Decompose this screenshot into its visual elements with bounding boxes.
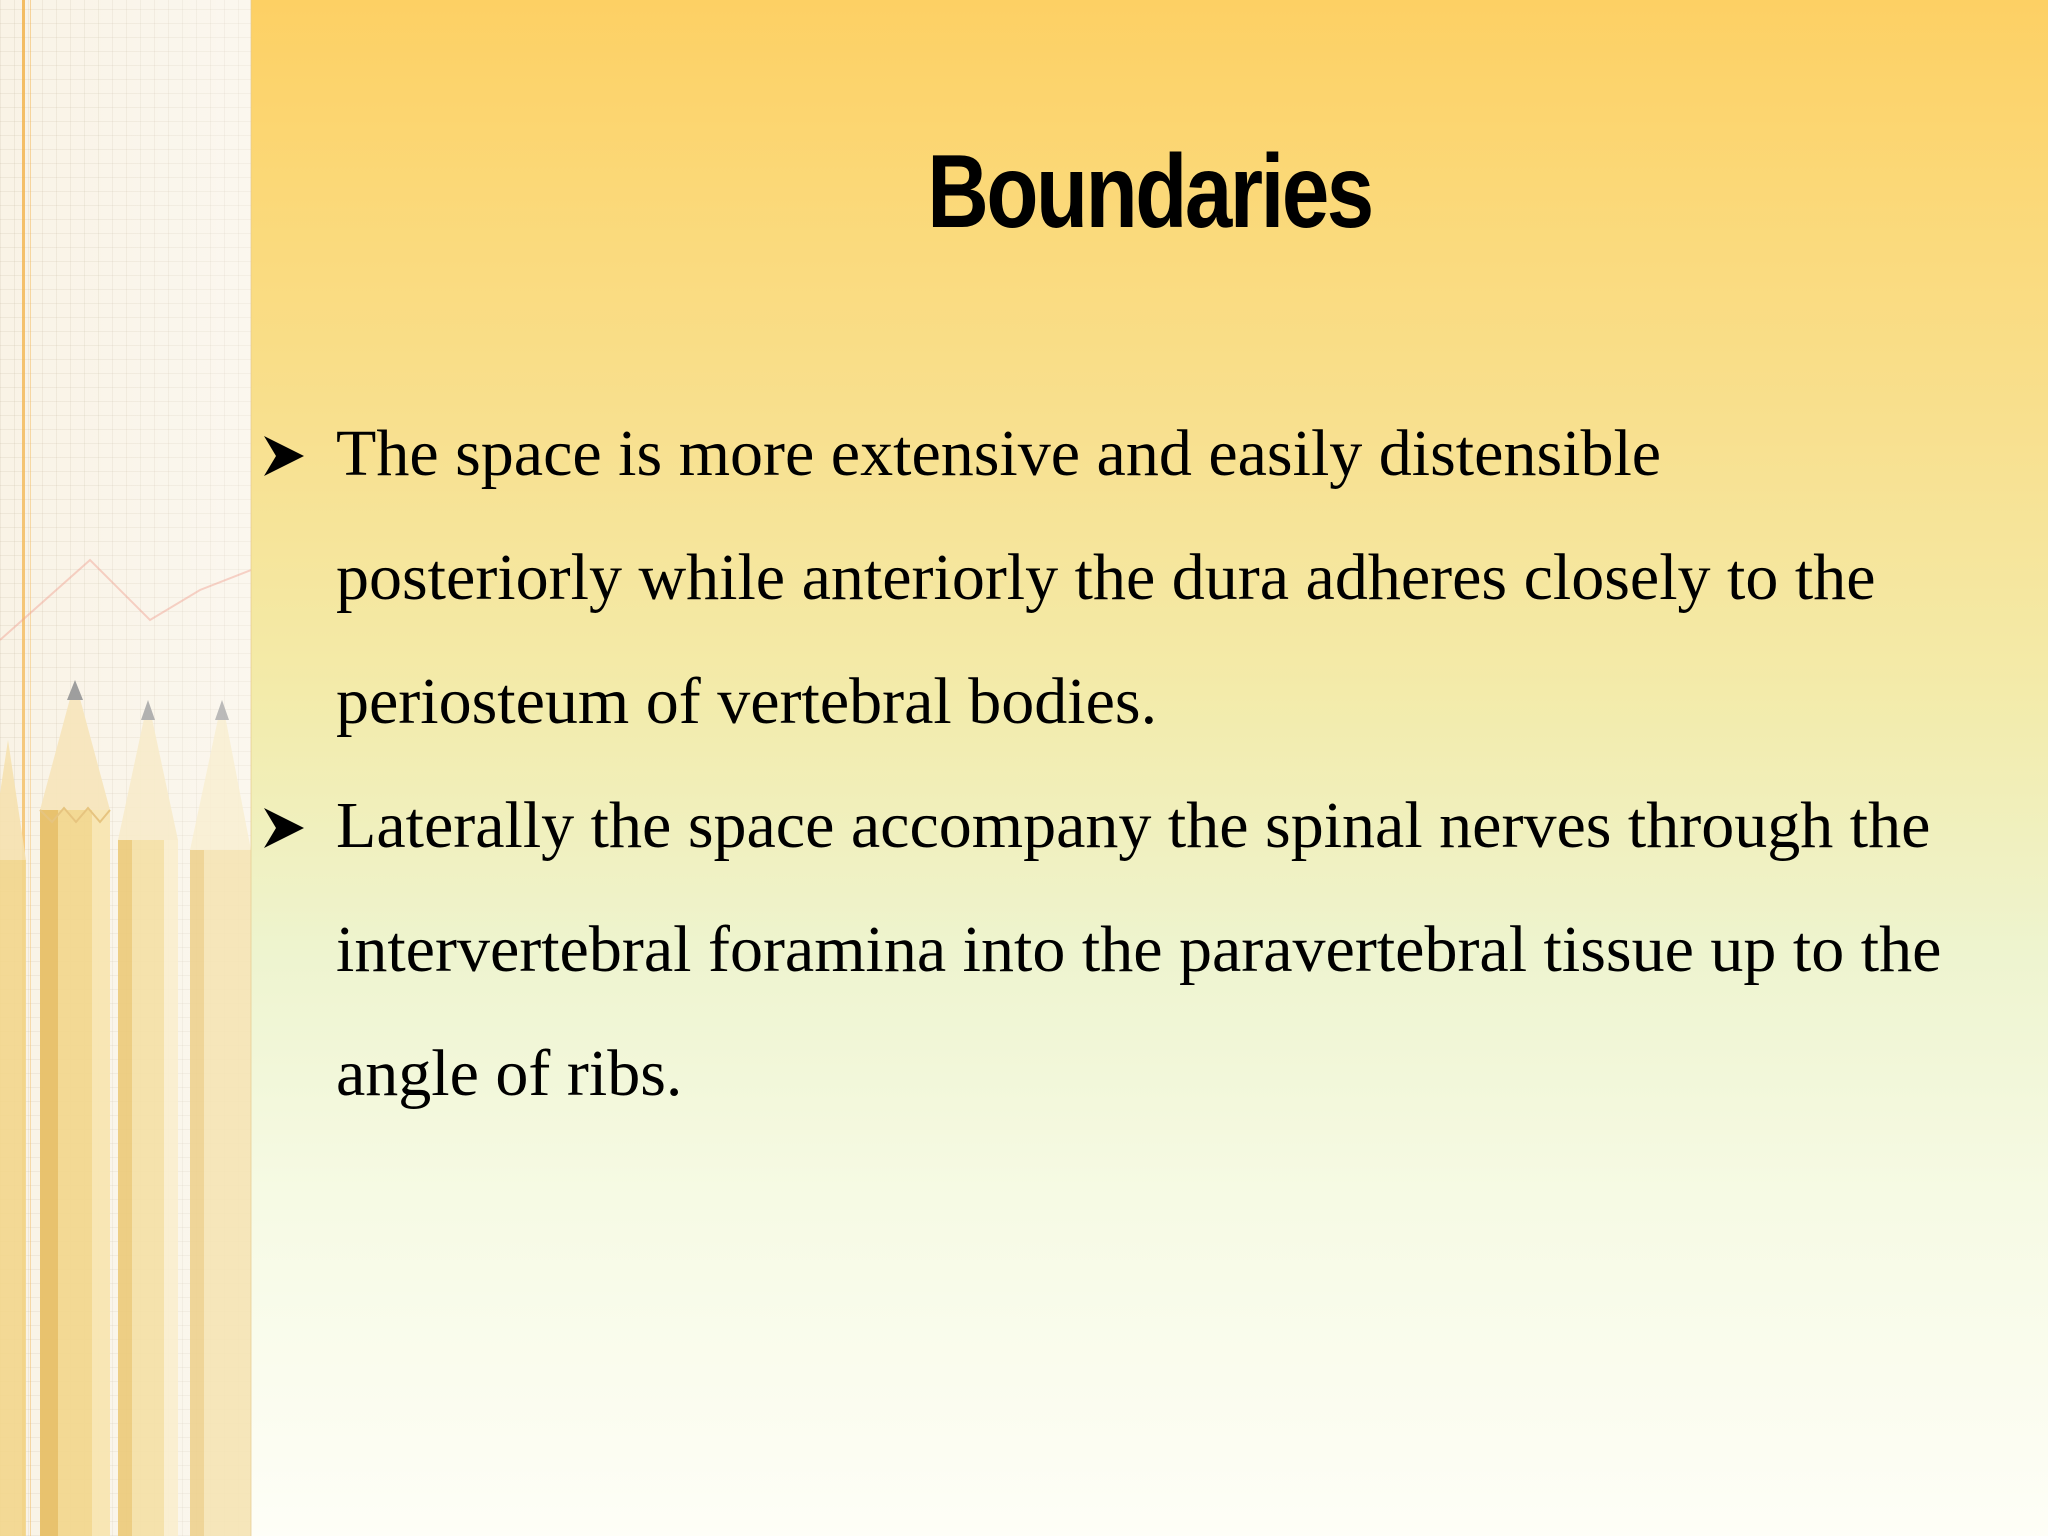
bullet-text-1: The space is more extensive and easily distensible posteriorly while anteriorly the dura adheres closely to the periosteum of vertebral bodies. [336, 417, 1876, 738]
slide-title-text: Boundaries [927, 134, 1372, 250]
bullet-text-2: Laterally the space accompany the spinal nerves through the intervertebral foramina into the paravertebral tissue up to the angle of ribs. [336, 789, 1942, 1110]
strip-edge [250, 0, 252, 1536]
arrow-bullet-icon [262, 434, 306, 478]
bullet-list [262, 392, 1962, 1136]
pencil-decoration-strip [0, 0, 251, 1536]
pencils-illustration-icon [0, 0, 251, 1536]
bullet-item-2 [262, 764, 1962, 1136]
arrow-bullet-icon [262, 806, 306, 850]
bullet-item-1 [262, 392, 1962, 764]
slide-title [413, 132, 1887, 252]
